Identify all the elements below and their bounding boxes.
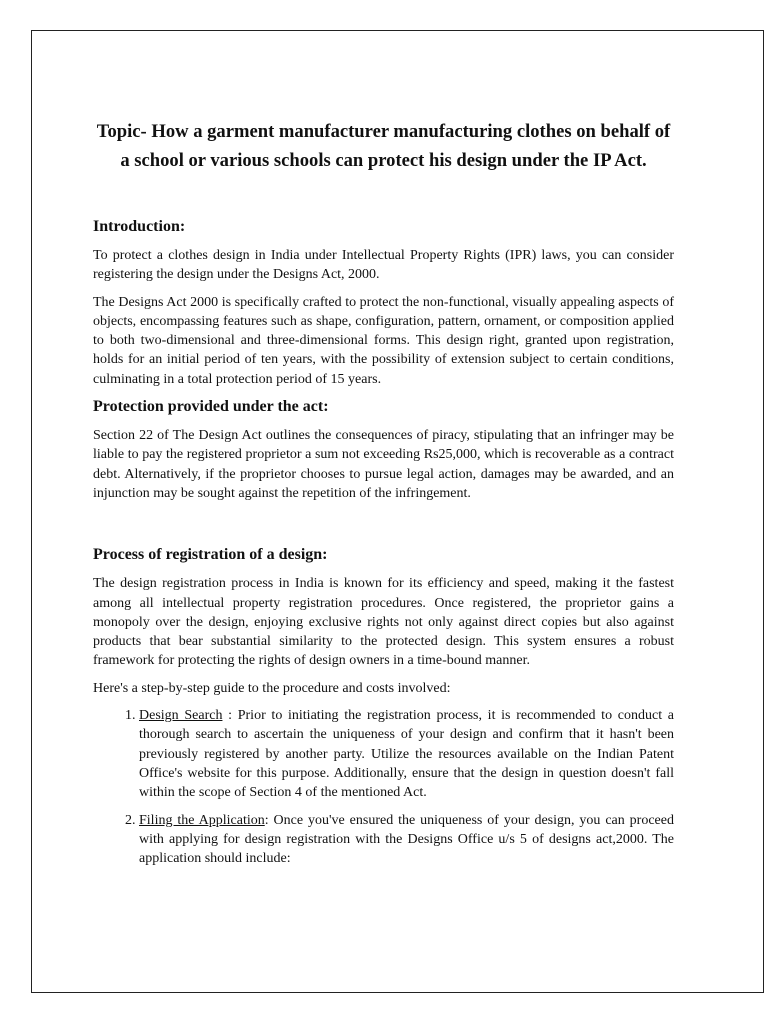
protection-heading: Protection provided under the act: bbox=[93, 398, 329, 416]
step-item-design-search bbox=[139, 706, 674, 802]
step-term-design-search: Design Search bbox=[139, 708, 223, 724]
step-item-filing-application bbox=[139, 811, 674, 869]
protection-paragraph-1: Section 22 of The Design Act outlines the consequences of piracy, stipulating that an infringer may be liable to pay the registered proprietor a sum not exceeding Rs25,000, which is recoverable as a contract debt. Alternatively, if the proprietor chooses to pursue legal action, damages may be awarded, and an injunction may be sought against the repetition of the infringement. bbox=[93, 428, 674, 501]
section-spacer bbox=[93, 511, 674, 545]
registration-steps-list bbox=[93, 706, 674, 868]
step-term-filing-application: Filing the Application bbox=[139, 812, 265, 828]
process-paragraph-1: The design registration process in India is known for its efficiency and speed, making it the fastest among all intellectual property registration procedures. Once registered, the proprietor gains a monopoly over the design, enjoying exclusive rights not only against direct copies but also against products that bear substantial similarity to the protected design. This system ensures a robust framework for protecting the rights of design owners in a time-bound manner. bbox=[93, 576, 674, 669]
process-heading: Process of registration of a design: bbox=[93, 546, 328, 564]
process-paragraph-2: Here's a step-by-step guide to the procedure and costs involved: bbox=[93, 680, 451, 696]
step-text-design-search: : Prior to initiating the registration process, it is recommended to conduct a thorough search to ascertain the uniqueness of your design and confirm that it hasn't been previously registered by another party. Utilize the resources available on the Indian Patent Office's website for this purpose. Additionally, ensure that the design in question doesn't fall within the scope of Section 4 of the mentioned Act. bbox=[139, 708, 674, 801]
introduction-paragraph-1: To protect a clothes design in India under Intellectual Property Rights (IPR) laws, you can consider registering the design under the Designs Act, 2000. bbox=[93, 248, 674, 283]
document-title: Topic- How a garment manufacturer manufacturing clothes on behalf of a school or various schools can protect his design under the IP Act. bbox=[96, 121, 671, 171]
document-body bbox=[93, 117, 674, 876]
introduction-paragraph-2: The Designs Act 2000 is specifically crafted to protect the non-functional, visually appealing aspects of objects, encompassing features such as shape, configuration, pattern, ornament, or composition applied to both two-dimensional and three-dimensional forms. This design right, granted upon registration, holds for an initial period of ten years, with the possibility of extension subject to certain conditions, culminating in a total protection period of 15 years. bbox=[93, 294, 674, 387]
introduction-heading: Introduction: bbox=[93, 218, 186, 235]
step-text-filing-application: : Once you've ensured the uniqueness of your design, you can proceed with applying for design registration with the Designs Office u/s 5 of designs act,2000. The application should include: bbox=[139, 812, 674, 867]
